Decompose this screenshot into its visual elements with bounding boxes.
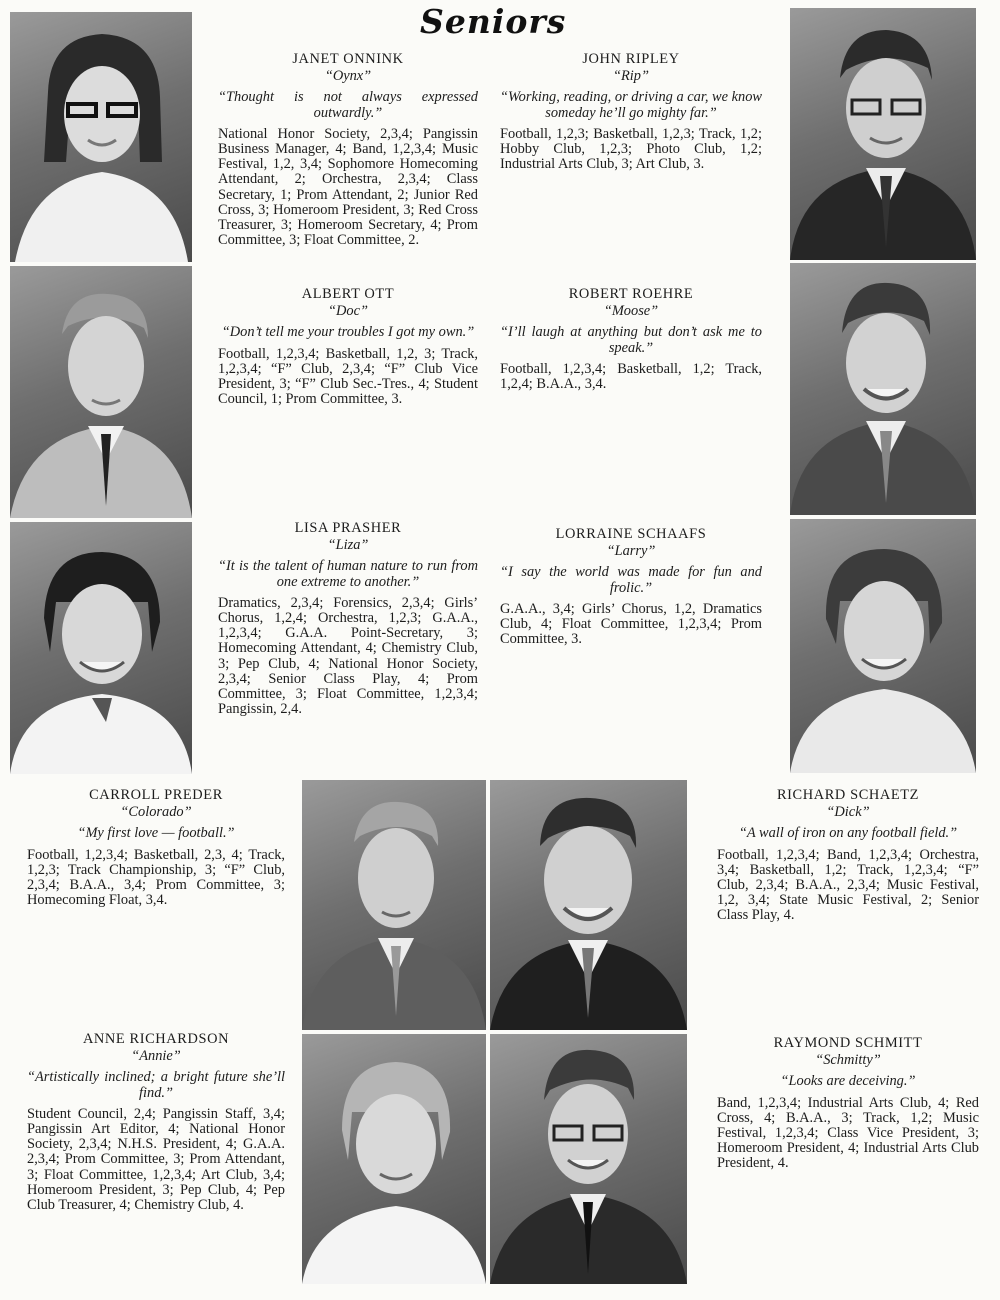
portrait-john-ripley [790, 8, 976, 260]
senior-name: RAYMOND SCHMITT [773, 1035, 923, 1051]
portrait-lisa-prasher [10, 522, 192, 774]
senior-nickname: “Larry” [606, 543, 656, 560]
portrait-robert-roehre [790, 263, 976, 515]
senior-activities: Football, 1,2,3,4; Basketball, 2,3, 4; Track, 1,2,3; Track Championship, 3; “F” Club, 2,3,4; B.A.A., 3,4; Prom Committee, 3; Homecoming Float, 3,4. [27, 846, 285, 909]
senior-activities: Football, 1,2,3,4; Basketball, 1,2, 3; Track, 1,2,3,4; “F” Club, 2,3,4; “F” Club Vice President, 3; “F” Club Sec.-Tres., 4; Student Council, 1; Prom Committee, 3. [218, 345, 478, 408]
senior-nickname: “Schmitty” [815, 1052, 881, 1069]
portrait-lorraine-schaafs [790, 519, 976, 773]
senior-activities: National Honor Society, 2,3,4; Pangissin Business Manager, 4; Band, 1,2,3,4; Music Festival, 1,2, 3,4; Sophomore Homecoming Attendant, 2; Orchestra, 2,3,4; Class Secretary, 1; Prom Attendant, 2; Junior Red Cross, 3; Homeroom President, 3; Red Cross Treasurer, 3; Homeroom Secretary, 4; Prom Committee, 3; Float Committee, 2. [218, 125, 478, 249]
senior-quote: “Looks are deceiving.” [780, 1073, 916, 1090]
senior-quote: “A wall of iron on any football field.” [738, 825, 958, 842]
bio-lisa-prasher [218, 521, 478, 717]
portrait-richard-schaetz [490, 780, 687, 1030]
portrait-janet-onnink [10, 12, 192, 262]
senior-activities: Dramatics, 2,3,4; Forensics, 2,3,4; Girls’ Chorus, 1,2,4; Orchestra, 1,2,3; G.A.A., 1,2,3,4; G.A.A. Point-Secretary, 3; Homecoming Attendant, 4; Chemistry Club, 3; Pep Club, 4; National Honor Society, 2,3,4; Senior Class Play, 4; Prom Committee, 3; Float Committee, 1,2,3,4; Pangissin, 2,4. [218, 594, 478, 718]
senior-quote: “Working, reading, or driving a car, we know someday he’ll go mighty far.” [500, 89, 762, 121]
senior-quote: “My first love — football.” [77, 825, 235, 842]
bio-janet-onnink [218, 52, 478, 248]
bio-albert-ott [218, 287, 478, 407]
senior-activities: Student Council, 2,4; Pangissin Staff, 3,4; Pangissin Art Editor, 4; National Honor Society, 2,3,4; N.H.S. President, 4; G.A.A. 2,3,4; Prom Committee, 3; Prom Attendant, 3; Float Committee, 1,2,3,4; Art Club, 3,4; Homeroom President, 3; Pep Club, 4; Pep Club Treasurer, 4; Chemistry Club, 4. [27, 1105, 285, 1214]
senior-nickname: “Oynx” [324, 68, 372, 85]
bio-richard-schaetz [717, 788, 979, 924]
senior-name: LISA PRASHER [294, 520, 402, 536]
senior-activities: Football, 1,2,3; Basketball, 1,2,3; Track, 1,2; Hobby Club, 1,2,3; Photo Club, 1,2; Industrial Arts Club, 3; Art Club, 3. [500, 125, 762, 173]
bio-raymond-schmitt [717, 1036, 979, 1172]
bio-lorraine-schaafs [500, 527, 762, 647]
senior-name: LORRAINE SCHAAFS [555, 526, 707, 542]
senior-activities: Football, 1,2,3,4; Band, 1,2,3,4; Orchestra, 3,4; Basketball, 1,2; Track, 1,2,3,4; “F” Club, 2,3,4; B.A.A., 2,3,4; Music Festival, 1,2, 3,4; State Music Festival, 2; Senior Class Play, 4. [717, 846, 979, 924]
senior-name: ANNE RICHARDSON [82, 1031, 230, 1047]
senior-name: CARROLL PREDER [89, 787, 223, 803]
senior-name: JANET ONNINK [292, 51, 404, 67]
senior-quote: “Don’t tell me your troubles I got my own.” [221, 324, 475, 341]
senior-nickname: “Colorado” [120, 804, 192, 821]
senior-quote: “Artistically inclined; a bright future she’ll find.” [27, 1069, 285, 1101]
senior-activities: Band, 1,2,3,4; Industrial Arts Club, 4; Red Cross, 4; B.A.A., 3; Track, 1,2; Music Festival, 1,2,3,4; Class Vice President, 3; Homeroom President, 4; Industrial Arts Club President, 4. [717, 1094, 979, 1172]
senior-quote: “I say the world was made for fun and frolic.” [500, 564, 762, 596]
senior-nickname: “Liza” [327, 537, 369, 554]
senior-nickname: “Moose” [603, 303, 659, 320]
senior-activities: Football, 1,2,3,4; Basketball, 1,2; Track, 1,2,4; B.A.A., 3,4. [500, 360, 762, 393]
portrait-carroll-preder [302, 780, 486, 1030]
bio-john-ripley [500, 52, 762, 172]
bio-carroll-preder [27, 788, 285, 908]
bio-anne-richardson [27, 1032, 285, 1213]
portrait-raymond-schmitt [490, 1034, 687, 1284]
senior-name: ROBERT ROEHRE [568, 286, 694, 302]
senior-nickname: “Doc” [328, 303, 368, 320]
senior-quote: “It is the talent of human nature to run from one extreme to another.” [218, 558, 478, 590]
senior-nickname: “Annie” [131, 1048, 181, 1065]
senior-name: ALBERT OTT [301, 286, 395, 302]
senior-name: RICHARD SCHAETZ [776, 787, 920, 803]
portrait-albert-ott [10, 266, 192, 518]
bio-robert-roehre [500, 287, 762, 392]
senior-nickname: “Dick” [826, 804, 870, 821]
portrait-anne-richardson [302, 1034, 486, 1284]
senior-quote: “I’ll laugh at anything but don’t ask me to speak.” [500, 324, 762, 356]
senior-nickname: “Rip” [613, 68, 649, 85]
page-title: Seniors [420, 2, 567, 41]
senior-name: JOHN RIPLEY [582, 51, 680, 67]
senior-activities: G.A.A., 3,4; Girls’ Chorus, 1,2, Dramatics Club, 4; Float Committee, 1,2,3,4; Prom Committee, 3. [500, 600, 762, 648]
senior-quote: “Thought is not always expressed outwardly.” [218, 89, 478, 121]
